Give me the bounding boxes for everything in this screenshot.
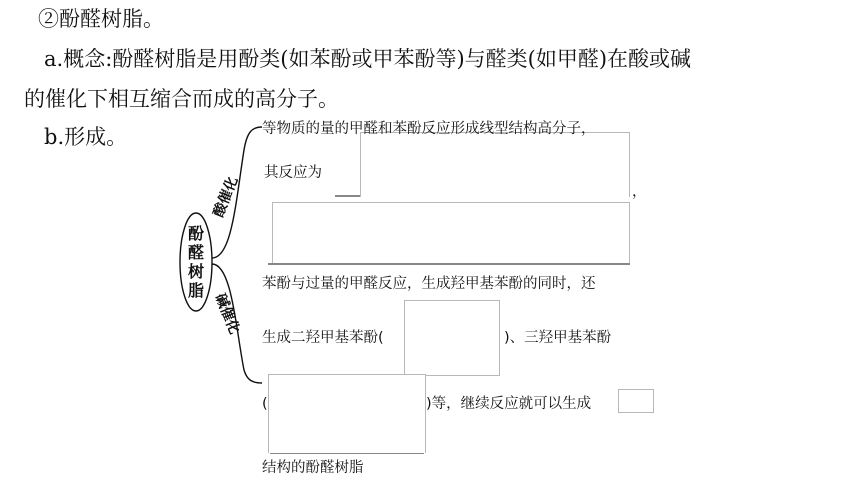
center-char: 树 [187,262,204,281]
concept-line-1: a.概念:酚醛树脂是用酚类(如苯酚或甲苯酚等)与醛类(如甲醛)在酸或碱 [44,47,692,71]
base-line-1: 苯酚与过量的甲醛反应，生成羟甲基苯酚的同时，还 [262,276,596,292]
base-line-2-prefix: 生成二羟甲基苯酚( [262,330,384,346]
acid-line-1: 等物质的量的甲醛和苯酚反应形成线型结构高分子， [262,121,596,137]
acid-line-2-suffix: ， [632,184,647,200]
base-line-4: 结构的酚醛树脂 [262,460,364,476]
center-label [183,224,209,300]
acid-line-2-prefix: 其反应为 [264,165,322,181]
base-catalysis-label: 碱催化 [211,291,243,337]
acid-catalysis-label: 酸催化 [210,174,242,220]
concept-line-2: 的催化下相互缩合而成的高分子。 [24,87,339,111]
base-line-2-suffix: )、三羟甲基苯酚 [504,330,612,346]
section-heading: ②酚醛树脂。 [38,7,164,31]
answer-box-dihydroxymethylphenol [404,300,500,376]
center-char: 脂 [187,281,204,300]
center-char: 酚 [187,224,204,243]
center-char: 醛 [187,243,204,262]
answer-box-trihydroxymethylphenol [268,374,426,453]
answer-box-acid-product [272,202,630,263]
answer-box-structure [618,389,654,413]
answer-box-acid-reaction [360,132,630,197]
base-line-3-prefix: ( [262,396,268,412]
formation-heading: b.形成。 [44,125,128,149]
base-line-3-suffix: )等，继续反应就可以生成 [426,396,592,412]
